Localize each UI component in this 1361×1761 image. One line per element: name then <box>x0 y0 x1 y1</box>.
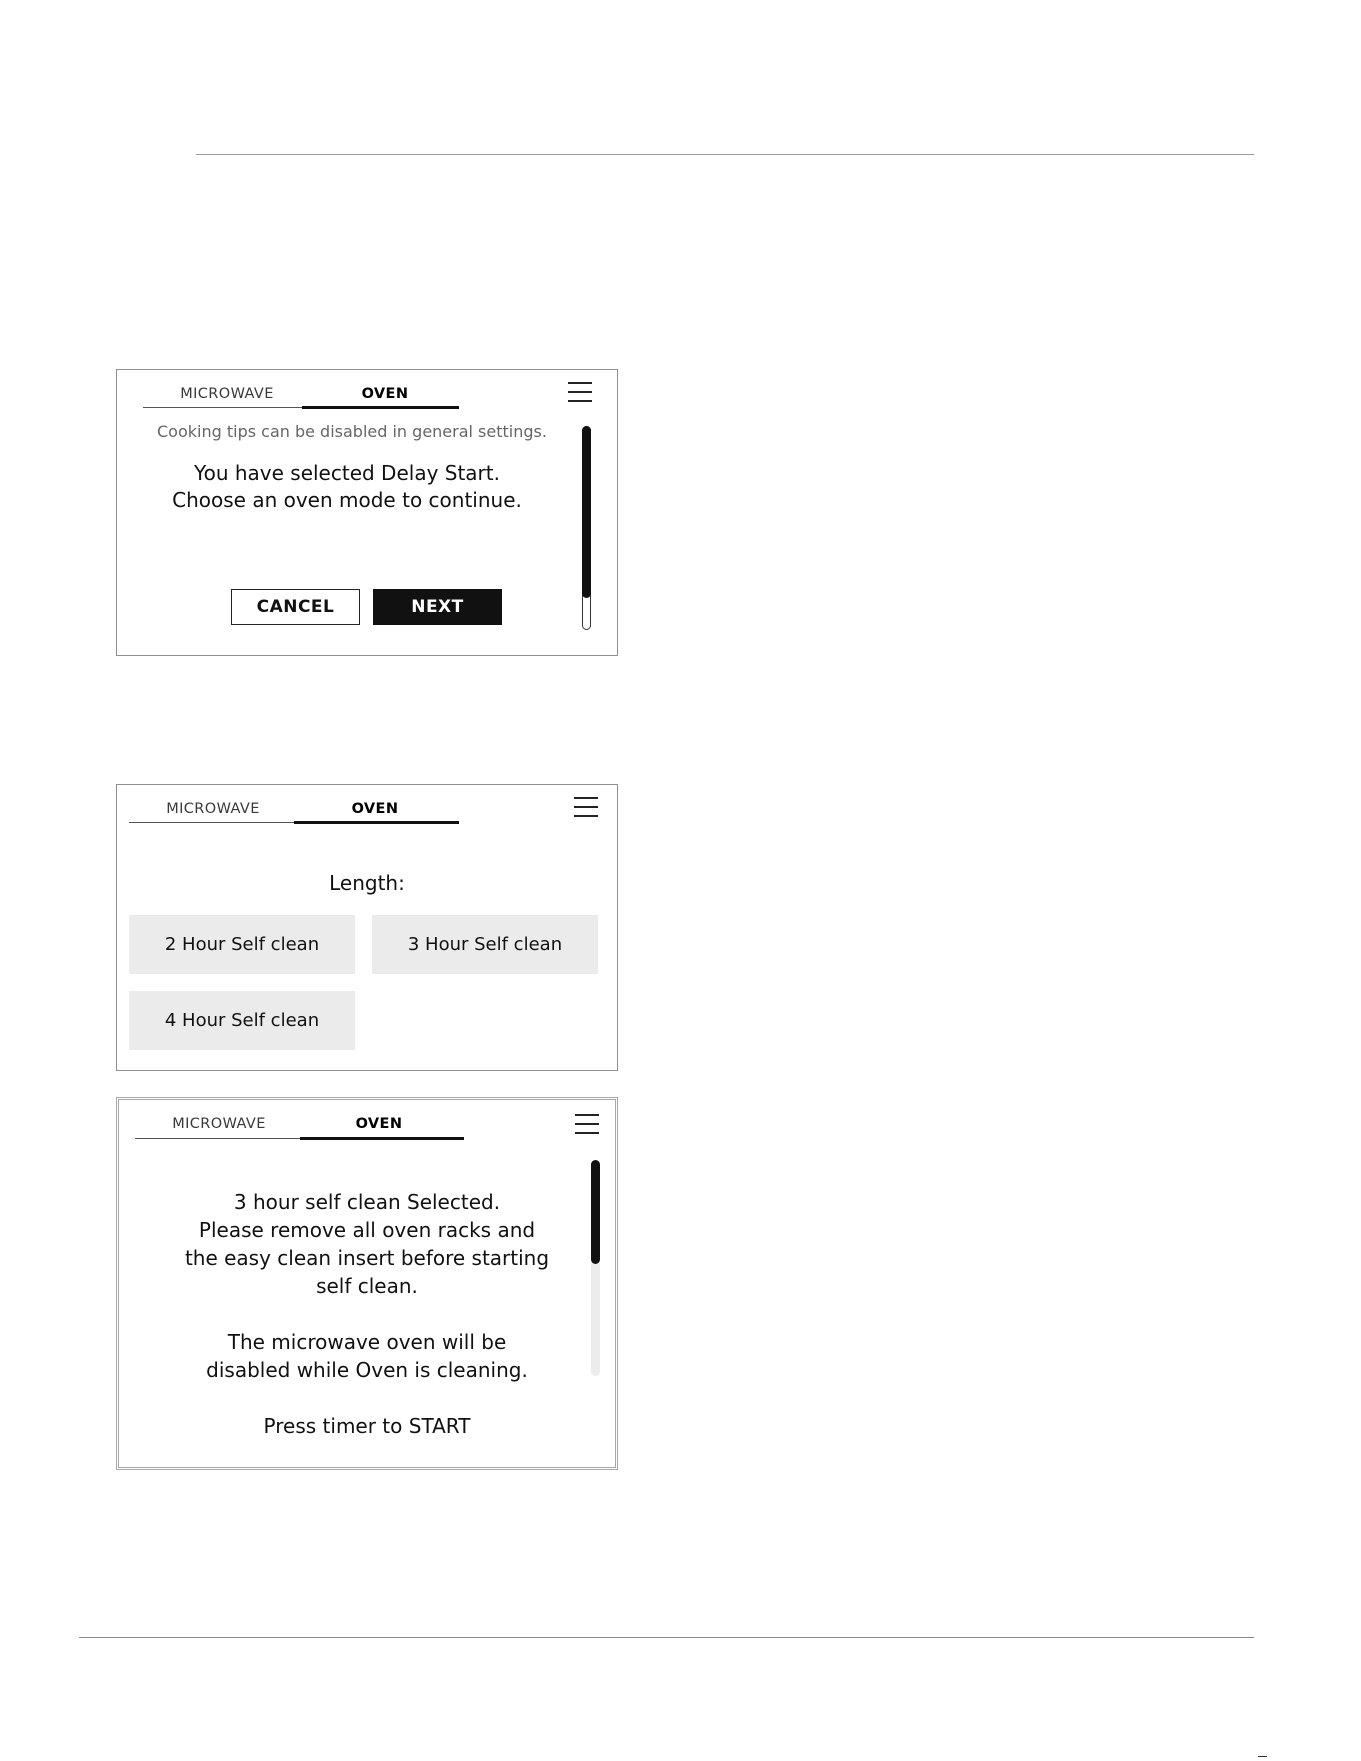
message-line: self clean. <box>316 1274 418 1298</box>
scrollbar-thumb[interactable] <box>591 1160 600 1264</box>
selection-message <box>167 1188 567 1300</box>
tab-active-underline <box>294 821 459 824</box>
self-clean-confirm-screen <box>116 1097 618 1470</box>
corner-mark <box>1258 1756 1267 1757</box>
tab-microwave[interactable]: MICROWAVE <box>180 386 274 402</box>
next-button[interactable]: NEXT <box>373 589 502 625</box>
tab-active-underline <box>300 1137 464 1140</box>
tab-underline <box>143 407 303 408</box>
microwave-disabled-message <box>167 1328 567 1384</box>
message-line: disabled while Oven is cleaning. <box>206 1358 528 1382</box>
message-line: Choose an oven mode to continue. <box>172 488 522 512</box>
message-line: The microwave oven will be <box>227 1330 507 1354</box>
cancel-button[interactable]: CANCEL <box>231 589 360 625</box>
bottom-divider <box>79 1637 1254 1638</box>
tab-underline <box>135 1138 301 1139</box>
hamburger-menu-icon[interactable] <box>575 1114 599 1134</box>
message-line: You have selected Delay Start. <box>194 461 500 485</box>
option-3-hour-self-clean[interactable]: 3 Hour Self clean <box>372 915 598 974</box>
tab-microwave[interactable]: MICROWAVE <box>172 1116 266 1132</box>
hamburger-menu-icon[interactable] <box>574 797 598 817</box>
option-4-hour-self-clean[interactable]: 4 Hour Self clean <box>129 991 355 1050</box>
self-clean-length-screen <box>116 784 618 1071</box>
hamburger-menu-icon[interactable] <box>568 382 592 402</box>
message-line: 3 hour self clean Selected. <box>233 1190 501 1214</box>
delay-start-message <box>157 460 537 514</box>
tab-oven[interactable]: OVEN <box>361 386 409 402</box>
message-line: the easy clean insert before starting <box>184 1246 550 1270</box>
tab-microwave[interactable]: MICROWAVE <box>166 801 260 817</box>
tab-oven[interactable]: OVEN <box>351 801 399 817</box>
top-divider <box>196 154 1254 155</box>
delay-start-screen <box>116 369 618 656</box>
message-line: Please remove all oven racks and <box>198 1218 536 1242</box>
press-timer-instruction: Press timer to START <box>263 1414 471 1438</box>
cooking-tip-text: Cooking tips can be disabled in general settings. <box>157 422 547 441</box>
tab-oven[interactable]: OVEN <box>355 1116 403 1132</box>
option-2-hour-self-clean[interactable]: 2 Hour Self clean <box>129 915 355 974</box>
tab-underline <box>129 822 295 823</box>
tab-active-underline <box>302 406 459 409</box>
scrollbar-thumb[interactable] <box>582 426 591 598</box>
length-label: Length: <box>329 871 405 895</box>
